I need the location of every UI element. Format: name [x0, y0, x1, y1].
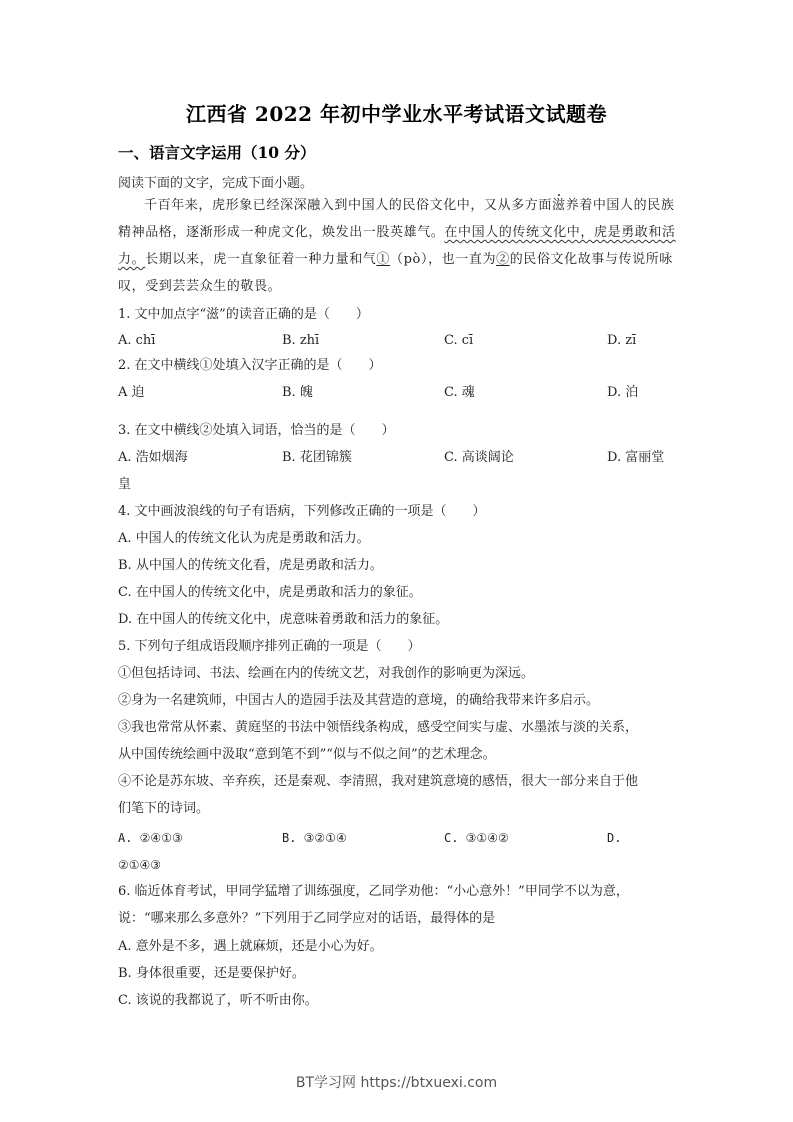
instruction-text: 阅读下面的文字，完成下面小题。 [118, 176, 314, 191]
q2-option-b[interactable]: B. 魄 [282, 385, 313, 400]
q3-option-d-wrap: 皇 [118, 477, 132, 492]
dotted-char: 滋 [552, 198, 566, 213]
q5-option-b[interactable]: B. ③②①④ [282, 831, 347, 845]
question-5-stem: 5. 下列句子组成语段顺序排列正确的一项是（ ） [118, 639, 421, 654]
q5-sentence-4-cont: 们笔下的诗词。 [118, 801, 210, 816]
q4-option-b[interactable]: B. 从中国人的传统文化看，虎是勇敢和活力。 [118, 558, 383, 573]
blank-2: ② [496, 252, 510, 267]
q3-option-a[interactable]: A. 浩如烟海 [118, 450, 188, 465]
q4-option-a[interactable]: A. 中国人的传统文化认为虎是勇敢和活力。 [118, 531, 370, 546]
question-2-stem: 2. 在文中横线①处填入汉字正确的是（ ） [118, 358, 382, 373]
question-4-stem: 4. 文中画波浪线的句子有语病，下列修改正确的一项是（ ） [118, 504, 486, 519]
section-heading: 一、语言文字运用（10 分） [118, 143, 316, 162]
q5-sentence-2: ②身为一名建筑师，中国古人的造园手法及其营造的意境，的确给我带来许多启示。 [118, 693, 600, 708]
watermark-footer: BT学习网 https://btxuexi.com [295, 1075, 498, 1091]
q1-option-b[interactable]: B. zhī [282, 333, 320, 348]
q1-option-c[interactable]: C. cī [444, 333, 474, 348]
q5-option-a[interactable]: A. ②④①③ [118, 831, 183, 845]
q5-option-d-wrap: ②①④③ [118, 858, 162, 872]
q3-option-c[interactable]: C. 高谈阔论 [444, 450, 514, 465]
reading-passage [118, 192, 678, 300]
q3-option-b[interactable]: B. 花团锦簇 [282, 450, 352, 465]
q4-option-d[interactable]: D. 在中国人的传统文化中，虎意味着勇敢和活力的象征。 [118, 612, 449, 627]
page-title: 江西省 2022 年初中学业水平考试语文试题卷 [185, 102, 608, 126]
q2-option-d[interactable]: D. 泊 [607, 385, 639, 400]
q5-sentence-1: ①但包括诗词、书法、绘画在内的传统文艺，对我创作的影响更为深远。 [118, 666, 535, 681]
question-6-stem-line1: 6. 临近体育考试，甲同学猛增了训练强度，乙同学劝他：“小心意外！”甲同学不以为意， [118, 884, 629, 899]
passage-part3: 长期以来，虎一直象征着一种力量和气 [145, 252, 377, 267]
blank-1: ① [376, 252, 391, 267]
q5-option-c[interactable]: C. ③①④② [444, 831, 509, 845]
q5-sentence-3: ③我也常常从怀素、黄庭坚的书法中领悟线条构成，感受空间实与虚、水墨浓与淡的关系， [118, 720, 639, 735]
question-3-stem: 3. 在文中横线②处填入词语，恰当的是（ ） [118, 423, 395, 438]
question-1-stem: 1. 文中加点字“滋”的读音正确的是（ ） [118, 307, 369, 322]
passage-part4: 的民俗文化故事与传说所咏叹，受到芸芸众生的敬畏。 [118, 252, 673, 294]
q6-option-a[interactable]: A. 意外是不多，遇上就麻烦，还是小心为好。 [118, 939, 383, 954]
q2-option-c[interactable]: C. 魂 [444, 385, 475, 400]
passage-part1: 千百年来，虎形象已经深深融入到中国人的民俗文化中，又从多方面 [144, 198, 553, 213]
q1-option-d[interactable]: D. zī [607, 333, 637, 348]
q5-option-d[interactable]: D. [607, 831, 622, 845]
passage-part2: 养着中国人的民族精神品格，逐渐形成一种虎文化，焕发出一股英雄气。 [118, 198, 675, 240]
question-6-stem-line2: 说：“哪来那么多意外？”下列用于乙同学应对的话语，最得体的是 [118, 911, 496, 926]
q3-option-d[interactable]: D. 富丽堂 [607, 450, 665, 465]
q4-option-c[interactable]: C. 在中国人的传统文化中，虎是勇敢和活力的象征。 [118, 585, 422, 600]
q5-sentence-3-cont: 从中国传统绘画中汲取“意到笔不到”“似与不似之间”的艺术理念。 [118, 747, 496, 762]
q6-option-c[interactable]: C. 该说的我都说了，听不听由你。 [118, 993, 318, 1008]
wavy-sentence: 在中国人的传统文化中，虎是勇敢和活力。 [118, 225, 676, 267]
q1-option-a[interactable]: A. chī [118, 333, 156, 348]
q6-option-b[interactable]: B. 身体很重要，还是要保护好。 [118, 966, 305, 981]
q5-sentence-4: ④不论是苏东坡、辛弃疾，还是秦观、李清照，我对建筑意境的感悟，很大一部分来自于他 [118, 774, 639, 789]
passage-pinyin: （pò），也一直为 [390, 252, 497, 267]
q2-option-a[interactable]: A 迫 [118, 385, 145, 400]
